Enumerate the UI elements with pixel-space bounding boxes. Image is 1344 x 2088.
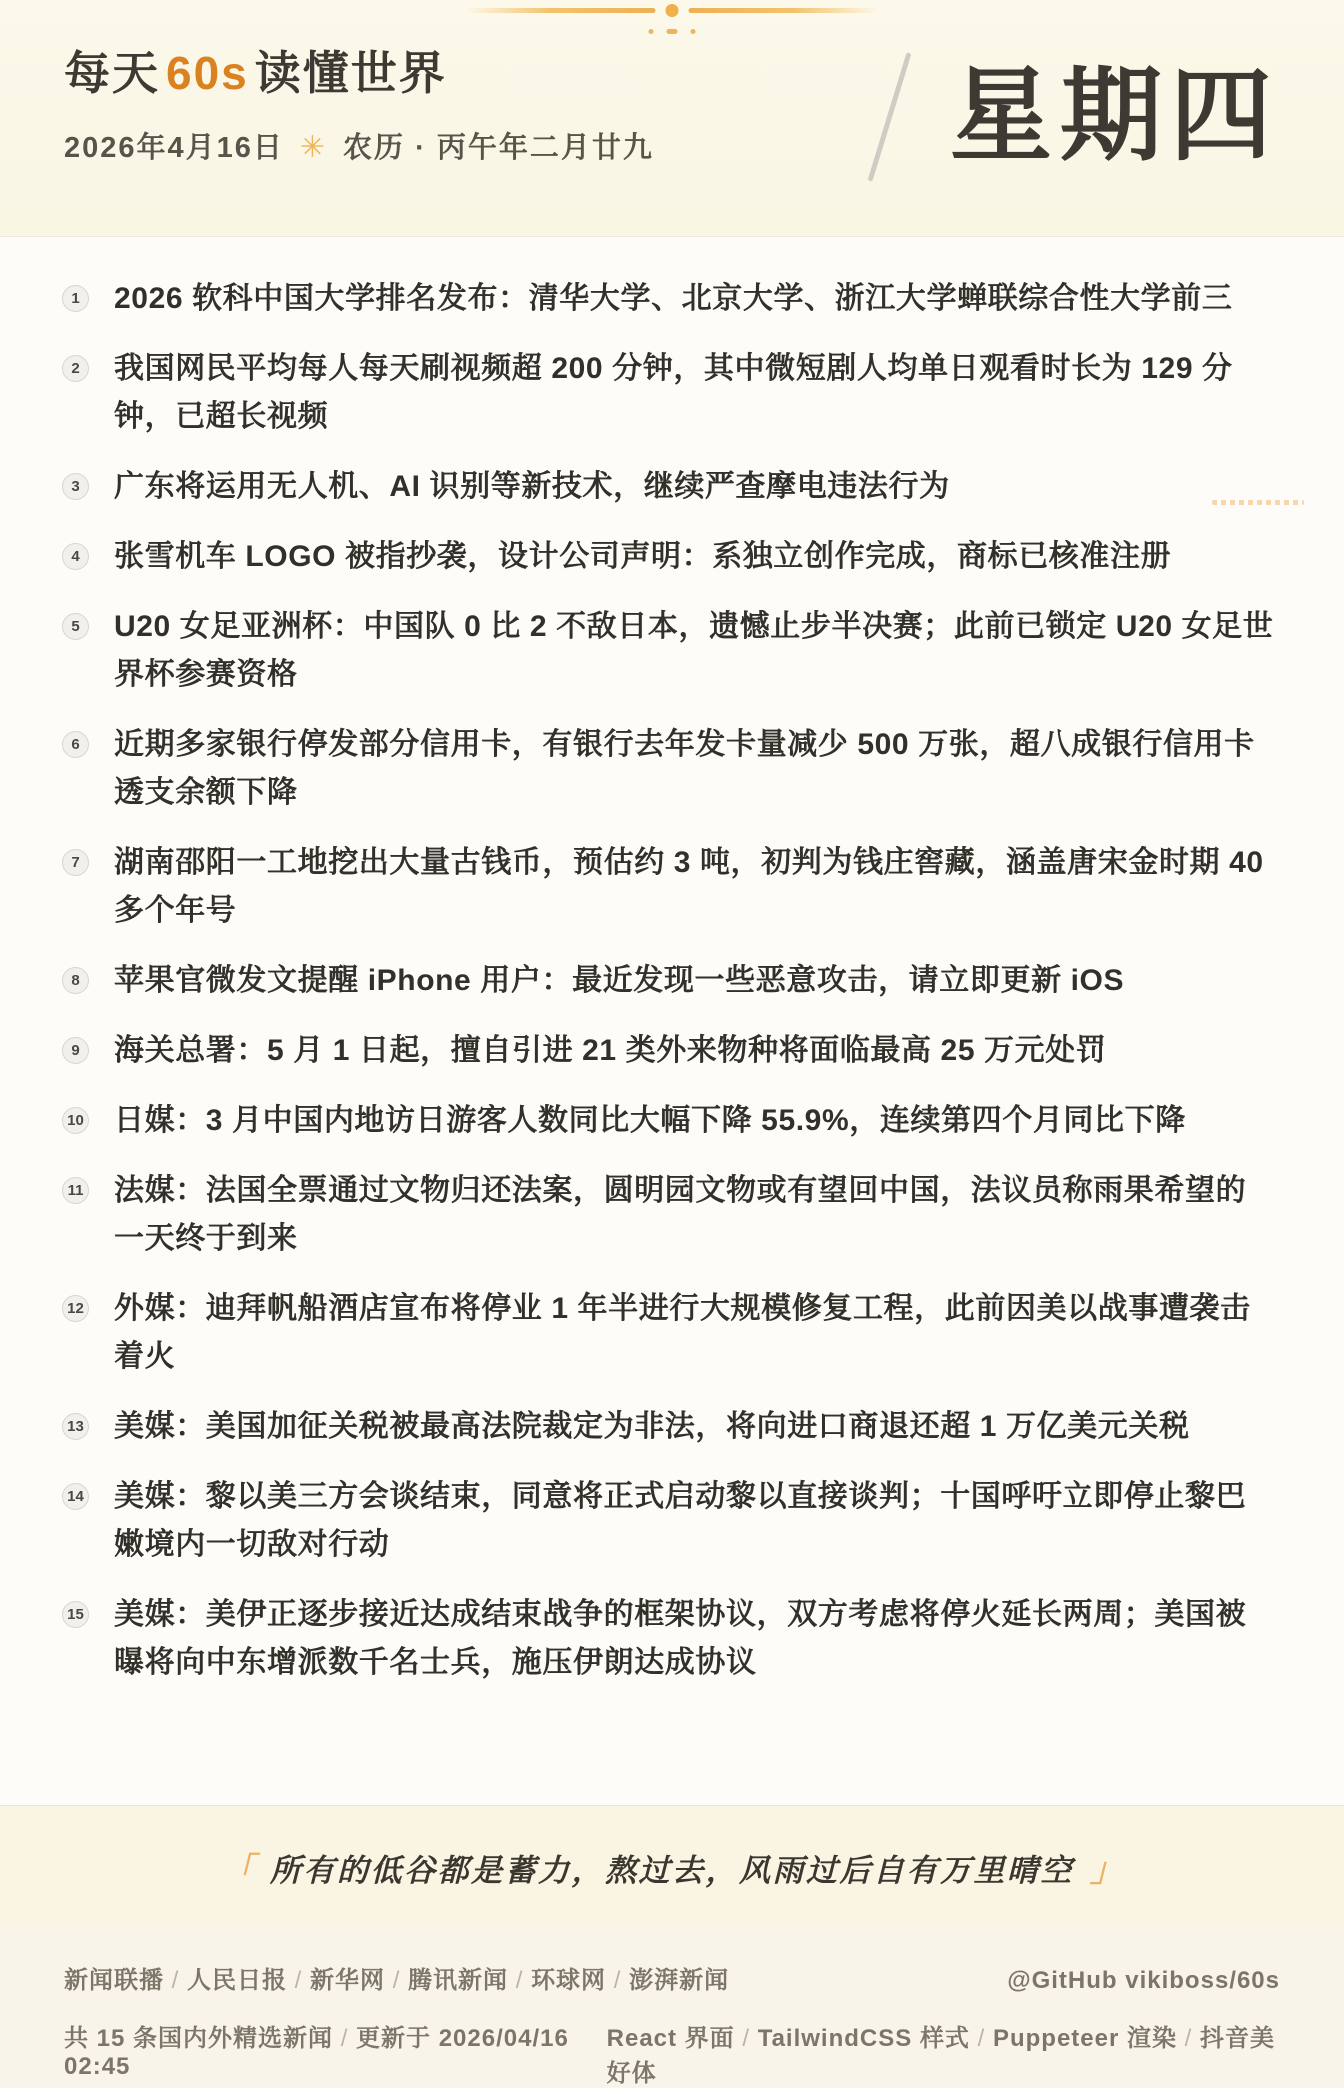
footer-list-item: TailwindCSS 样式 — [757, 2025, 970, 2052]
item-text: 日媒：3 月中国内地访日游客人数同比大幅下降 55.9%，连续第四个月同比下降 — [114, 1104, 1186, 1137]
slash-separator: / — [969, 2025, 993, 2052]
item-number-badge: 1 — [62, 285, 89, 312]
item-number-badge: 4 — [62, 543, 89, 570]
footer-list-item: 环球网 — [531, 1967, 607, 1994]
item-number-badge: 7 — [62, 849, 89, 876]
title-suffix: 读懂世界 — [254, 47, 447, 99]
news-item — [62, 1473, 1282, 1569]
item-number-badge: 9 — [62, 1037, 89, 1064]
item-number-badge: 12 — [62, 1295, 89, 1322]
item-number-badge: 2 — [62, 355, 89, 382]
item-text: 2026 软科中国大学排名发布：清华大学、北京大学、浙江大学蝉联综合性大学前三 — [114, 282, 1233, 315]
footer-list-item: 抖音美好体 — [606, 2025, 1275, 2087]
title-accent-60s: 60s — [166, 47, 249, 99]
slash-separator: / — [333, 2025, 357, 2052]
dot-small-left — [649, 29, 654, 34]
item-text: 法媒：法国全票通过文物归还法案，圆明园文物或有望回中国，法议员称雨果希望的一天终于到来 — [114, 1174, 1247, 1255]
news-item — [62, 533, 1282, 581]
weekday-label: 星期四 — [950, 59, 1280, 173]
item-number-badge: 5 — [62, 613, 89, 640]
footer-list-item: React 界面 — [606, 2025, 735, 2052]
item-text: U20 女足亚洲杯：中国队 0 比 2 不敌日本，遗憾止步半决赛；此前已锁定 U20 女足世界杯参赛资格 — [114, 610, 1274, 691]
divider-line-left — [466, 8, 656, 13]
asterisk-flower-icon: ✳ — [299, 131, 328, 165]
slash-separator: / — [508, 1967, 532, 1994]
news-item — [62, 1027, 1282, 1075]
header-row — [64, 0, 1280, 186]
news-item — [62, 1285, 1282, 1381]
dots-ornament — [649, 29, 696, 34]
item-number-badge: 14 — [62, 1483, 89, 1510]
footer-sources — [64, 1960, 729, 1995]
divider-line-right — [689, 8, 879, 13]
item-text: 湖南邵阳一工地挖出大量古钱币，预估约 3 吨，初判为钱庄窖藏，涵盖唐宋金时期 40 多个年号 — [114, 846, 1264, 927]
news-item — [62, 957, 1282, 1005]
item-text: 美媒：美国加征关税被最高法院裁定为非法，将向进口商退还超 1 万亿美元关税 — [114, 1410, 1190, 1443]
footer-row-1 — [64, 1960, 1280, 1995]
dot-dash-middle — [667, 29, 678, 34]
news-item — [62, 1403, 1282, 1451]
footer-list-item: 人民日报 — [187, 1967, 288, 1994]
header — [0, 0, 1344, 236]
header-left — [64, 46, 654, 166]
news-item — [62, 603, 1282, 699]
news-item — [62, 839, 1282, 935]
footer — [0, 1928, 1344, 2087]
slash-separator: / — [606, 1967, 630, 1994]
item-text: 海关总署：5 月 1 日起，擅自引进 21 类外来物种将面临最高 25 万元处罚 — [114, 1034, 1107, 1067]
news-item — [62, 1097, 1282, 1145]
news-list — [62, 275, 1282, 1687]
item-number-badge: 15 — [62, 1601, 89, 1628]
github-credit: @GitHub vikiboss/60s — [1007, 1967, 1280, 1994]
header-right — [887, 48, 1280, 186]
date-line — [64, 125, 654, 166]
footer-list-item: 腾讯新闻 — [408, 1967, 509, 1994]
news-item — [62, 721, 1282, 817]
divider-dot — [666, 4, 679, 17]
footer-list-item: 新华网 — [310, 1967, 386, 1994]
slash-divider — [868, 52, 912, 182]
slash-separator: / — [734, 2025, 758, 2052]
gregorian-date: 2026年4月16日 — [64, 132, 284, 165]
dot-small-right — [691, 29, 696, 34]
item-number-badge: 13 — [62, 1413, 89, 1440]
item-text: 美媒：黎以美三方会谈结束，同意将正式启动黎以直接谈判；十国呼吁立即停止黎巴嫩境内一切敌对行动 — [114, 1480, 1247, 1561]
item-text: 广东将运用无人机、AI 识别等新技术，继续严查摩电违法行为 — [114, 470, 950, 503]
title-prefix: 每天 — [64, 47, 160, 99]
item-number-badge: 3 — [62, 473, 89, 500]
footer-list-item: 更新于 2026/04/16 02:45 — [64, 2025, 569, 2080]
slash-separator: / — [164, 1967, 188, 1994]
top-divider-ornament — [466, 4, 879, 17]
item-text: 苹果官微发文提醒 iPhone 用户：最近发现一些恶意攻击，请立即更新 iOS — [114, 964, 1125, 997]
news-item — [62, 1591, 1282, 1687]
item-number-badge: 6 — [62, 731, 89, 758]
footer-meta — [64, 2018, 607, 2081]
footer-list-item: 澎湃新闻 — [629, 1967, 730, 1994]
slash-separator: / — [385, 1967, 409, 1994]
item-number-badge: 11 — [62, 1177, 89, 1204]
quote-close-bracket: 」 — [1090, 1850, 1123, 1888]
news-item — [62, 1167, 1282, 1263]
slash-separator: / — [287, 1967, 311, 1994]
slash-separator: / — [1176, 2025, 1200, 2052]
quote-text: 所有的低谷都是蓄力，熬过去，风雨过后自有万里晴空 — [270, 1852, 1074, 1888]
item-text: 美媒：美伊正逐步接近达成结束战争的框架协议，双方考虑将停火延长两周；美国被曝将向中东增派数千名士兵，施压伊朗达成协议 — [114, 1598, 1247, 1679]
quote-band — [0, 1806, 1344, 1928]
item-number-badge: 8 — [62, 967, 89, 994]
item-text: 我国网民平均每人每天刷视频超 200 分钟，其中微短剧人均单日观看时长为 129 分钟，已超长视频 — [114, 352, 1233, 433]
item-number-badge: 10 — [62, 1107, 89, 1134]
footer-list-item: 共 15 条国内外精选新闻 — [64, 2025, 334, 2052]
item-text: 外媒：迪拜帆船酒店宣布将停业 1 年半进行大规模修复工程，此前因美以战事遭袭击着火 — [114, 1292, 1251, 1373]
lunar-date: 农历 · 丙午年二月廿九 — [343, 132, 654, 165]
page-title — [64, 46, 654, 101]
quote-open-bracket: 「 — [221, 1850, 254, 1888]
news-item — [62, 463, 1282, 511]
news-item — [62, 275, 1282, 323]
footer-list-item: Puppeteer 渲染 — [992, 2025, 1177, 2052]
news-item — [62, 345, 1282, 441]
news-card — [0, 236, 1344, 1806]
footer-list-item: 新闻联播 — [64, 1967, 164, 1994]
item-text: 近期多家银行停发部分信用卡，有银行去年发卡量减少 500 万张，超八成银行信用卡透支余额下降 — [114, 728, 1255, 809]
decorative-squiggle — [1212, 500, 1304, 505]
item-text: 张雪机车 LOGO 被指抄袭，设计公司声明：系独立创作完成，商标已核准注册 — [114, 540, 1172, 573]
